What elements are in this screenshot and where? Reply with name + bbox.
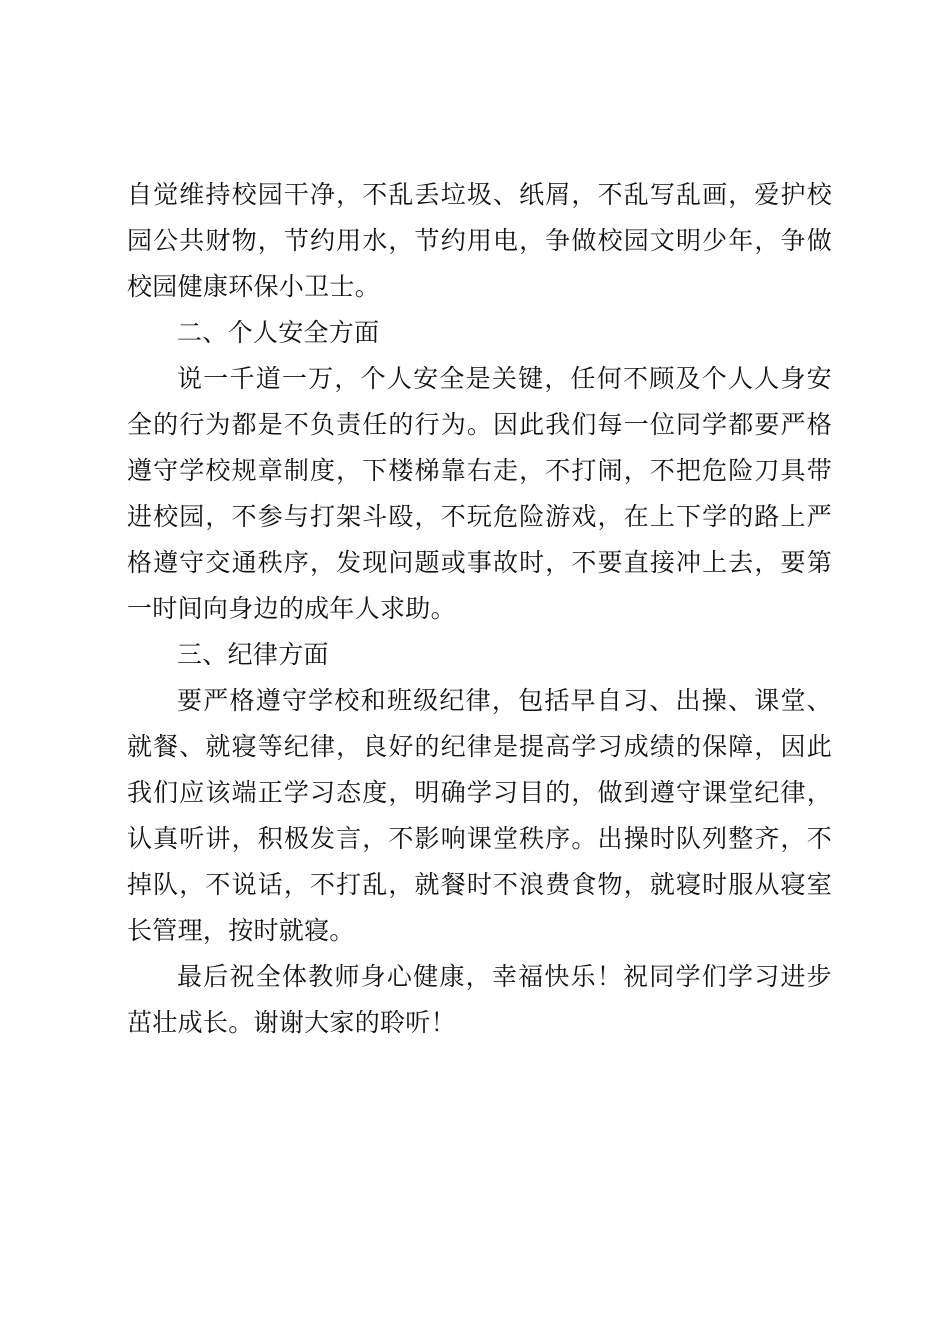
paragraph-line: 认真听讲，积极发言，不影响课堂秩序。出操时队列整齐，不 [127,824,832,853]
paragraph-line: 要严格遵守学校和班级纪律，包括早自习、出操、课堂、 [177,686,832,715]
paragraph-line: 进校园，不参与打架斗殴，不玩危险游戏，在上下学的路上严 [127,502,832,531]
paragraph-line: 一时间向身边的成年人求助。 [127,594,456,623]
paragraph-line: 园公共财物，节约用水，节约用电，争做校园文明少年，争做 [127,226,832,255]
paragraph-line: 长管理，按时就寝。 [127,916,355,945]
section-heading-personal-safety: 二、个人安全方面 [177,318,380,347]
paragraph-line: 校园健康环保小卫士。 [127,272,381,301]
paragraph-line: 就餐、就寝等纪律，良好的纪律是提高学习成绩的保障，因此 [127,732,832,761]
paragraph-line: 自觉维持校园干净，不乱丢垃圾、纸屑，不乱写乱画，爱护校 [127,180,832,209]
paragraph-line: 格遵守交通秩序，发现问题或事故时，不要直接冲上去，要第 [127,548,832,577]
closing-paragraph-line: 茁壮成长。谢谢大家的聆听！ [127,1008,456,1037]
closing-paragraph-line: 最后祝全体教师身心健康，幸福快乐！祝同学们学习进步 [177,962,832,991]
paragraph-line: 掉队，不说话，不打乱，就餐时不浪费食物，就寝时服从寝室 [127,870,832,899]
paragraph-line: 我们应该端正学习态度，明确学习目的，做到遵守课堂纪律， [127,778,832,807]
paragraph-line: 说一千道一万，个人安全是关键，任何不顾及个人人身安 [177,364,832,393]
paragraph-line: 全的行为都是不负责任的行为。因此我们每一位同学都要严格 [127,410,832,439]
paragraph-line: 遵守学校规章制度，下楼梯靠右走，不打闹，不把危险刀具带 [127,456,832,485]
section-heading-discipline: 三、纪律方面 [177,640,329,669]
